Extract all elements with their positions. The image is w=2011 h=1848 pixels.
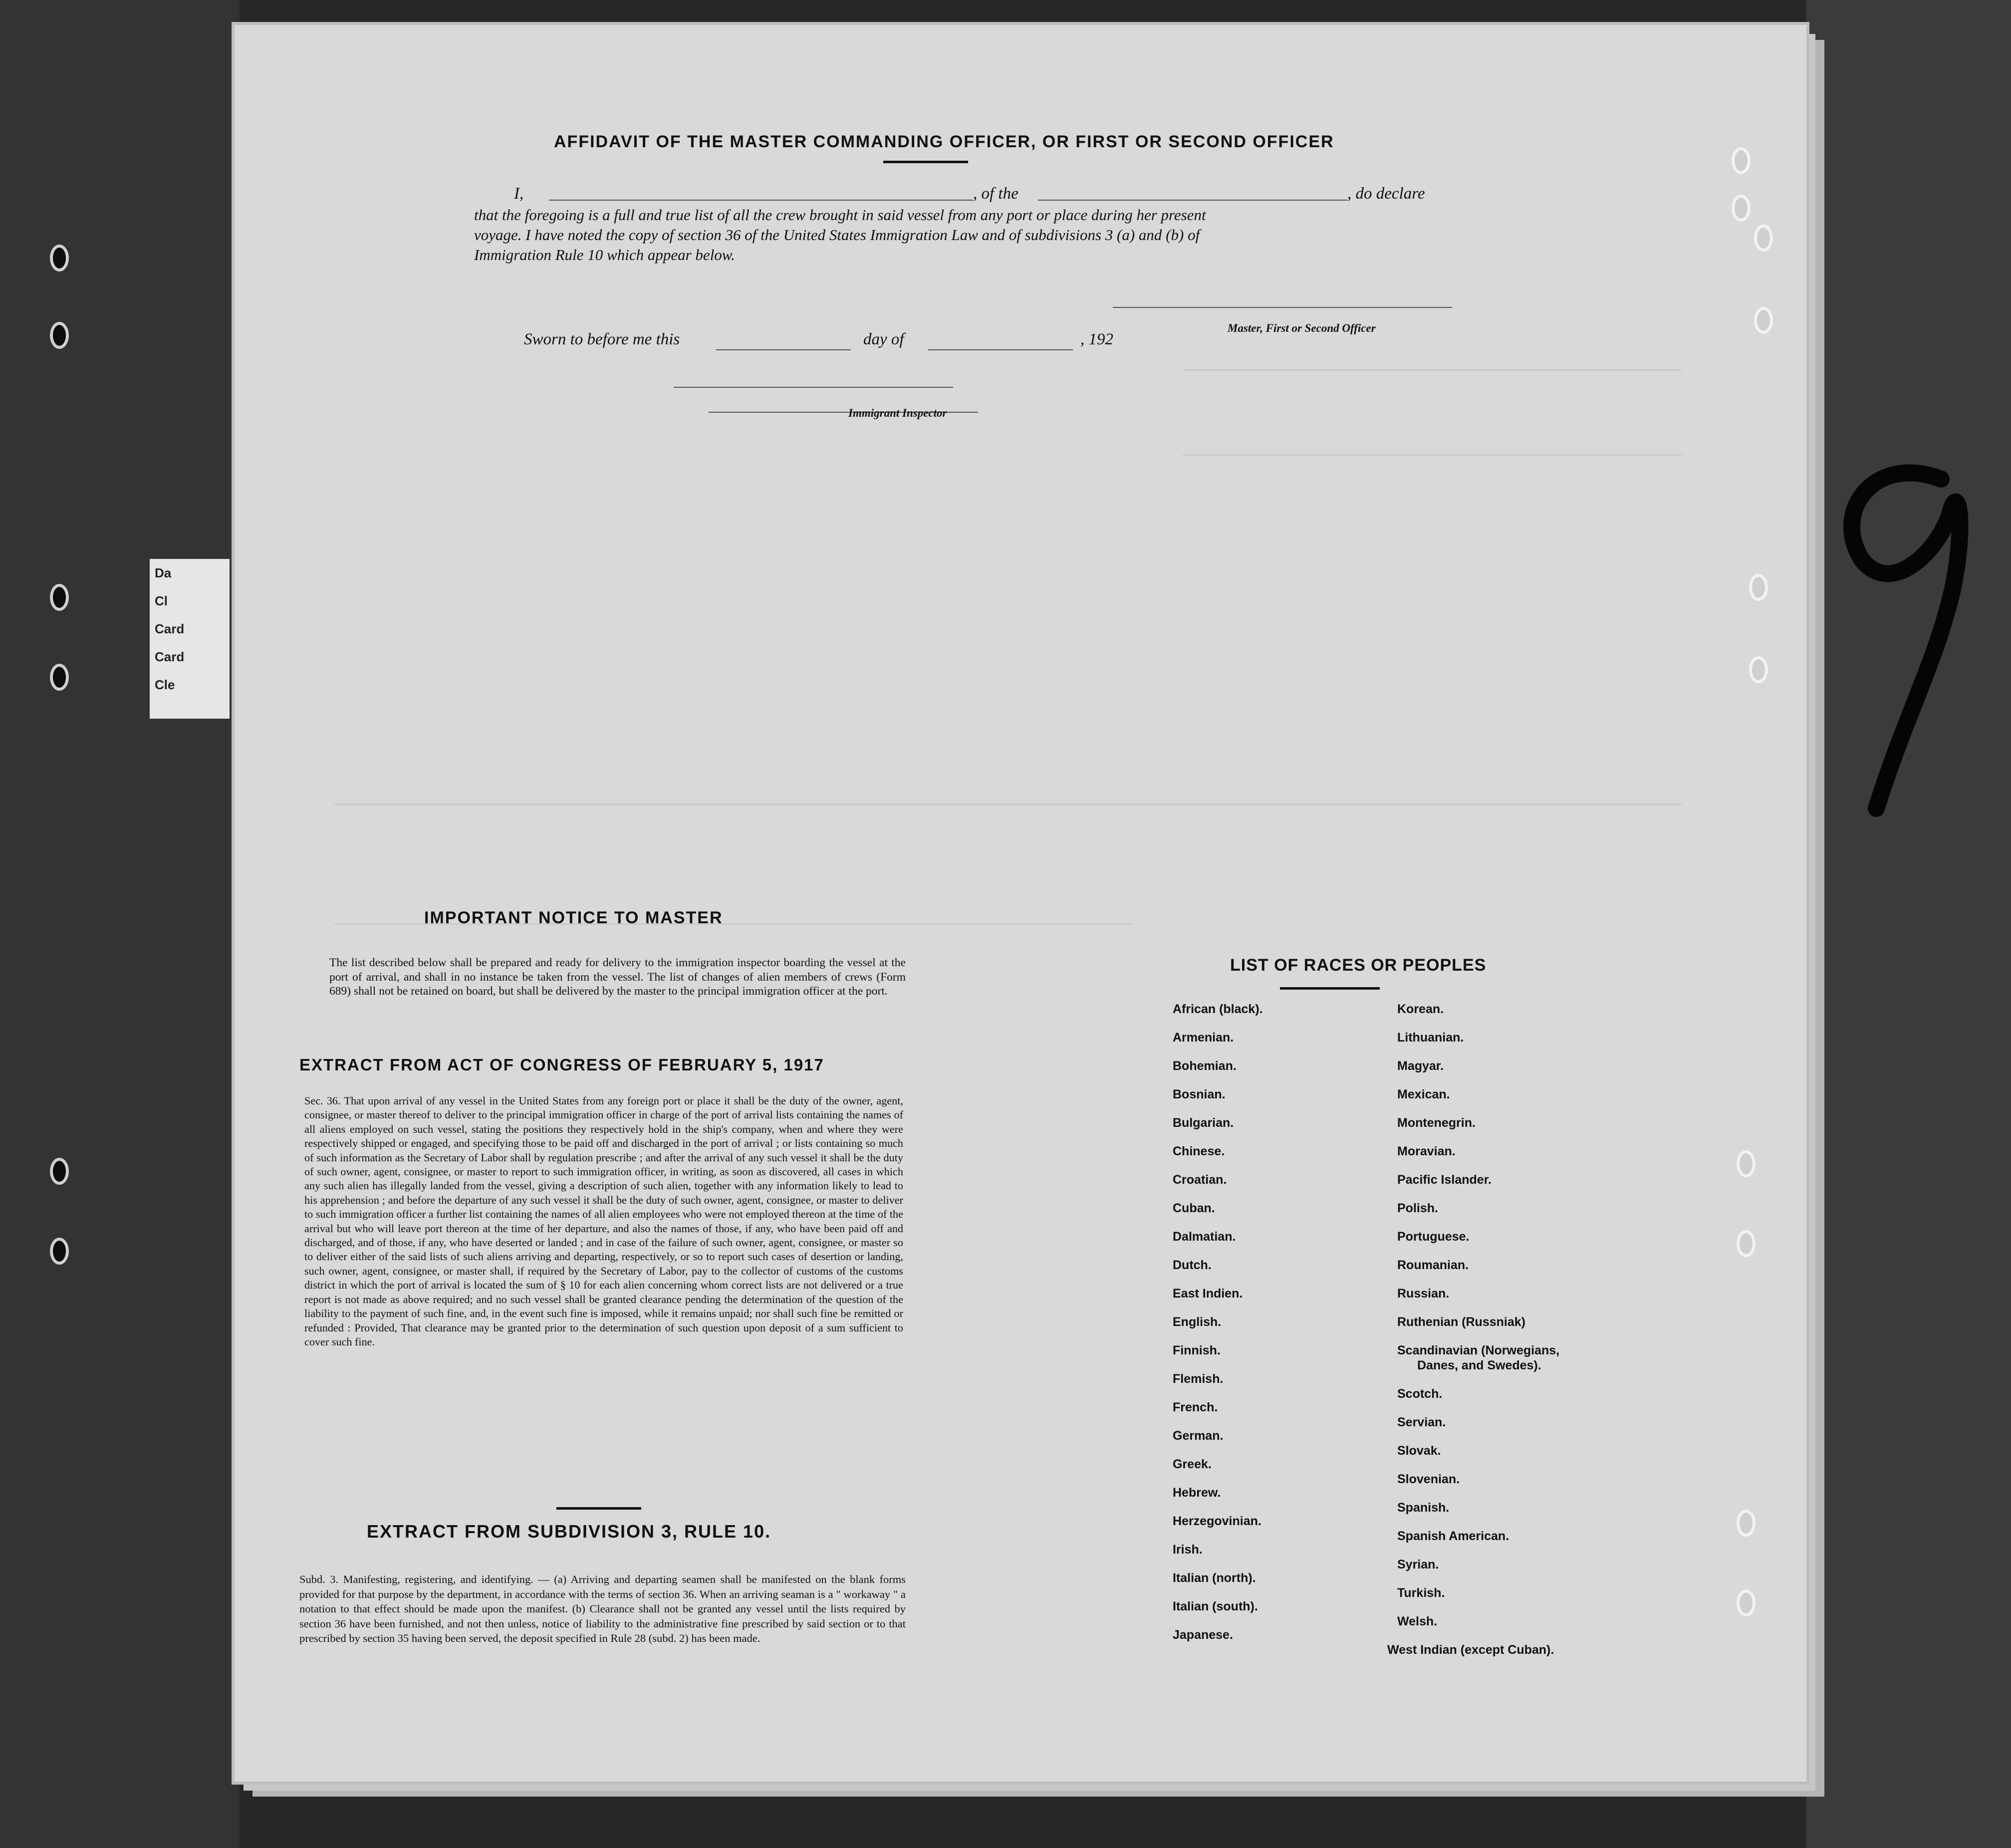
race-item: Servian. (1397, 1415, 1446, 1429)
page-hole (1732, 195, 1751, 222)
act-title: EXTRACT FROM ACT OF CONGRESS OF FEBRUARY 5, 1917 (299, 1056, 824, 1074)
race-item: Korean. (1397, 1002, 1444, 1016)
master-signature-line (1113, 307, 1452, 308)
affidavit-line-2: that the foregoing is a full and true list of all the crew brought in said vessel from any port or place during her present (474, 206, 1206, 224)
handwritten-page-number (1816, 449, 1981, 838)
race-item: East Indien. (1173, 1287, 1243, 1301)
race-item: Spanish American. (1397, 1529, 1509, 1543)
stamp-line: Cl (155, 593, 168, 608)
race-item: African (black). (1173, 1002, 1263, 1016)
act-rule (556, 1507, 641, 1510)
sworn-text: Sworn to before me this (524, 330, 680, 348)
manifest-page (235, 25, 1806, 1782)
stamp-line: Cle (155, 677, 175, 692)
race-item: Pacific Islander. (1397, 1173, 1492, 1187)
stamp-line: Da (155, 565, 172, 580)
binder-hole (50, 1158, 69, 1185)
day-of-text: day of (863, 330, 904, 348)
race-item: West Indian (except Cuban). (1387, 1643, 1554, 1657)
race-item: German. (1173, 1429, 1224, 1443)
affidavit-of-the: , of the (973, 185, 1018, 203)
race-item: Bulgarian. (1173, 1116, 1234, 1130)
race-item: Bohemian. (1173, 1059, 1237, 1073)
race-item: Flemish. (1173, 1372, 1224, 1386)
race-item: Dutch. (1173, 1258, 1212, 1272)
race-item: Japanese. (1173, 1628, 1233, 1642)
race-item: Croatian. (1173, 1173, 1227, 1187)
background-binder-right (1806, 0, 2011, 1848)
race-item: Polish. (1397, 1201, 1438, 1215)
race-item: Italian (north). (1173, 1571, 1256, 1585)
affidavit-line-3: voyage. I have noted the copy of section 36 of the United States Immigration Law and of subdivisions 3 (a) and (b) of (474, 226, 1200, 244)
stamp-line: Card (155, 621, 185, 636)
page-hole (1737, 1150, 1756, 1177)
vessel-blank (1038, 200, 1347, 201)
race-item: French. (1173, 1400, 1218, 1414)
notice-title: IMPORTANT NOTICE TO MASTER (424, 908, 723, 927)
binder-hole (50, 1238, 69, 1265)
bleed-through-line (1183, 454, 1682, 456)
side-stamp (150, 559, 230, 719)
race-item: Ruthenian (Russniak) (1397, 1315, 1525, 1329)
page-hole (1749, 574, 1768, 601)
affidavit-declare: , do declare (1347, 185, 1425, 203)
page-hole (1737, 1230, 1756, 1257)
binder-hole (50, 322, 69, 349)
bleed-through-line (1183, 369, 1682, 371)
affidavit-line-4: Immigration Rule 10 which appear below. (474, 246, 735, 264)
binder-hole (50, 245, 69, 271)
day-blank (716, 349, 851, 350)
affidavit-i: I, (514, 185, 524, 203)
race-item: Slovenian. (1397, 1472, 1460, 1486)
master-label: Master, First or Second Officer (1228, 322, 1376, 334)
race-item: Italian (south). (1173, 1599, 1258, 1613)
race-item: Roumanian. (1397, 1258, 1469, 1272)
race-item: Herzegovinian. (1173, 1514, 1261, 1528)
race-item: Irish. (1173, 1543, 1203, 1557)
year-text: , 192 (1080, 330, 1113, 348)
race-item: Portuguese. (1397, 1230, 1470, 1244)
race-item: Mexican. (1397, 1087, 1450, 1101)
name-blank (549, 200, 973, 201)
race-item: Scandinavian (Norwegians, (1397, 1343, 1560, 1357)
race-item: Lithuanian. (1397, 1031, 1464, 1045)
affidavit-title: AFFIDAVIT OF THE MASTER COMMANDING OFFICER, OR FIRST OR SECOND OFFICER (554, 132, 1334, 151)
race-item: Scotch. (1397, 1387, 1443, 1401)
race-item: Montenegrin. (1397, 1116, 1476, 1130)
race-item: Syrian. (1397, 1558, 1439, 1572)
rule-text: Subd. 3. Manifesting, registering, and identifying. — (a) Arriving and departing seamen shall be manifested on the blank forms provided for that purpose by the department, in accordance with the terms of section 36. When an arriving seaman is a " workaway " a notation to that effect should be made upon the manifest. (b) Clearance shall not be granted any vessel until the lists required by section 36 have been furnished, and not then unless, notice of liability to the administrative fine prescribed by said section or to that prescribed by section 35 having been served, the deposit specified in Rule 28 (subd. 2) has been made. (299, 1573, 906, 1644)
inspector-signature-line (674, 387, 953, 388)
race-item: Finnish. (1173, 1343, 1221, 1357)
race-item: Greek. (1173, 1457, 1212, 1471)
race-item: Danes, and Swedes). (1417, 1358, 1541, 1372)
races-title: LIST OF RACES OR PEOPLES (1230, 956, 1487, 975)
race-item: Welsh. (1397, 1614, 1438, 1628)
race-item: Hebrew. (1173, 1486, 1221, 1500)
race-item: Slovak. (1397, 1444, 1441, 1458)
act-text: Sec. 36. That upon arrival of any vessel in the United States from any foreign port or place it shall be the duty of the owner, agent, consignee, or master thereof to deliver to the principal immigration officer in charge of the port of arrival lists containing the names of all aliens employed on such vessel, stating the positions they respectively hold in the ship's company, when and where they were respectively shipped or engaged, and specifying those to be paid off and discharged in the port of arrival ; or lists containing so much of such information as the Secretary of Labor shall by regulation prescribe ; and after the arrival of any such vessel it shall be the duty of such owner, agent, consignee, or master to report to such immigration officer, in writing, as soon as discovered, all cases in which any such alien has illegally landed from the vessel, giving a description of such alien, together with any information likely to lead to his apprehension ; and before the departure of any such vessel it shall be the duty of such owner, agent, consignee, or master to deliver to such immigration officer a further list containing the names of all alien employees who were not employed thereon at the time of the arrival but who will leave port thereon at the time of her departure, and also the names of those, if any, who have been paid off and discharged, and of those, if any, who have deserted or landed ; and in case of the failure of such owner, agent, consignee, or master so to deliver either of the said lists of such aliens arriving and departing, respectively, or so to report such cases of desertion or landing, such owner, agent, consignee, or master shall, if required by the Secretary of Labor, pay to the collector of customs of the customs district in which the port of arrival is located the sum of § 10 for each alien concerning whom correct lists are not delivered or a true report is not made as above required; and no such vessel shall be granted clearance pending the determination of the question of the liability to the payment of such fine, and, in the event such fine is imposed, while it remains unpaid; nor shall such fine be remitted or refunded : Provided, That clearance may be granted prior to the determination of such question upon deposit of a sum sufficient to cover such fine. (304, 1094, 903, 1348)
race-item: Turkish. (1397, 1586, 1445, 1600)
binder-hole (50, 584, 69, 611)
month-blank (928, 349, 1073, 350)
race-item: Dalmatian. (1173, 1230, 1236, 1244)
page-hole (1737, 1510, 1756, 1537)
races-rule (1280, 987, 1380, 990)
race-item: English. (1173, 1315, 1222, 1329)
stamp-line: Card (155, 649, 185, 664)
race-item: Russian. (1397, 1287, 1450, 1301)
notice-text: The list described below shall be prepared and ready for delivery to the immigration inspector boarding the vessel at the port of arrival, and shall in no instance be taken from the vessel. The list of changes of alien members of crews (Form 689) shall not be retained on board, but shall be delivered by the master to the principal immigration officer at the port. (329, 956, 906, 998)
race-item: Cuban. (1173, 1201, 1215, 1215)
race-item: Moravian. (1397, 1144, 1456, 1158)
race-item: Bosnian. (1173, 1087, 1226, 1101)
race-item: Chinese. (1173, 1144, 1225, 1158)
bleed-through-line (334, 803, 1682, 805)
page-hole (1749, 656, 1768, 683)
race-item: Magyar. (1397, 1059, 1444, 1073)
page-hole (1754, 225, 1773, 252)
title-rule (883, 161, 968, 163)
rule-title: EXTRACT FROM SUBDIVISION 3, RULE 10. (367, 1521, 771, 1542)
race-item: Spanish. (1397, 1501, 1450, 1515)
inspector-label: Immigrant Inspector (848, 407, 947, 419)
page-hole (1754, 307, 1773, 334)
page-hole (1737, 1589, 1756, 1616)
race-item: Armenian. (1173, 1031, 1234, 1045)
binder-hole (50, 664, 69, 691)
background-binder-left (0, 0, 240, 1848)
page-hole (1732, 147, 1751, 174)
